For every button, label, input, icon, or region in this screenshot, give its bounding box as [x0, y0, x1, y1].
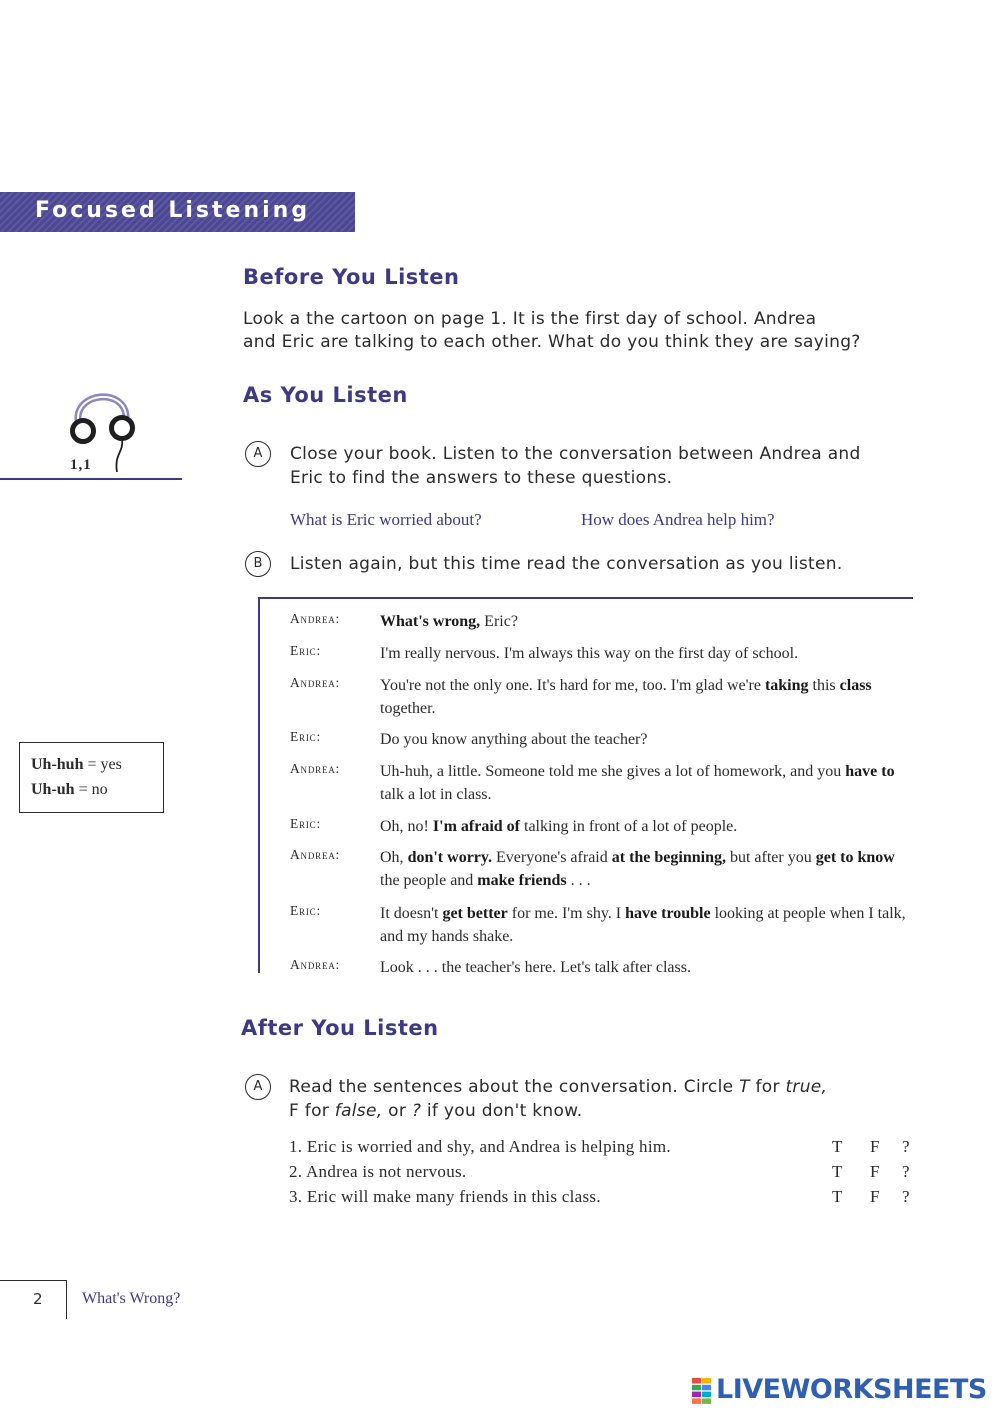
dialog-line: What's wrong, Eric? [380, 613, 518, 630]
after-exercise-a-instructions [289, 1075, 909, 1123]
after-exercise-a-marker: A [245, 1074, 271, 1100]
dialog-speaker: Andrea: [290, 675, 341, 690]
after-heading: After You Listen [241, 1016, 439, 1040]
chapter-title: What's Wrong? [82, 1290, 181, 1307]
tf-option-unknown[interactable]: ? [902, 1137, 910, 1156]
dialog-speaker: Andrea: [290, 847, 341, 862]
dialog-speaker: Andrea: [290, 611, 341, 626]
liveworksheets-wordmark: LIVEWORKSHEETS [716, 1374, 987, 1405]
after-line-1: Read the sentences about the conversation. Circle T for true, [289, 1077, 828, 1097]
dialog-line: It doesn't get better for me. I'm shy. I have trouble looking at people when I talk, and my hands shake. [380, 905, 906, 945]
tf-option-true[interactable]: T [832, 1162, 843, 1181]
as-heading: As You Listen [243, 383, 408, 407]
dialog-line: I'm really nervous. I'm always this way on the first day of school. [380, 645, 799, 662]
page-number: 2 [33, 1290, 43, 1308]
question-2: How does Andrea help him? [581, 510, 775, 529]
liveworksheets-icon [692, 1378, 712, 1404]
exercise-a-line-1: Close your book. Listen to the conversation between Andrea and [290, 444, 861, 464]
tf-option-false[interactable]: F [870, 1137, 880, 1156]
dialog-line: Do you know anything about the teacher? [380, 731, 648, 748]
dialog-speaker: Eric: [290, 903, 321, 918]
tf-option-false[interactable]: F [870, 1162, 880, 1181]
question-1: What is Eric worried about? [290, 510, 482, 529]
before-instructions [243, 308, 893, 354]
liveworksheets-logo [692, 1374, 992, 1408]
after-line-2: F for false, or ? if you don't know. [289, 1101, 583, 1121]
dialog-speaker: Andrea: [290, 761, 341, 776]
dialog-line: Uh-huh, a little. Someone told me she gives a lot of homework, and you have to talk a lot in class. [380, 763, 895, 803]
dialog-line: Look . . . the teacher's here. Let's talk after class. [380, 959, 691, 976]
track-number: 1,1 [70, 457, 92, 473]
before-line-1: Look a the cartoon on page 1. It is the first day of school. Andrea [243, 309, 817, 329]
dialog-speaker: Eric: [290, 643, 321, 658]
tf-statement: 2. Andrea is not nervous. [289, 1162, 467, 1181]
tf-option-unknown[interactable]: ? [902, 1162, 910, 1181]
dialog-speaker: Eric: [290, 729, 321, 744]
exercise-b-instructions: Listen again, but this time read the conversation as you listen. [290, 554, 843, 574]
exercise-b-marker: B [245, 551, 271, 577]
exercise-a-instructions [290, 442, 910, 490]
exercise-a-line-2: Eric to find the answers to these questions. [290, 468, 673, 488]
tf-option-unknown[interactable]: ? [902, 1187, 910, 1206]
dialog-line: Oh, no! I'm afraid of talking in front of a lot of people. [380, 818, 738, 835]
section-banner [0, 192, 355, 232]
dialog-speaker: Eric: [290, 816, 321, 831]
tf-statement: 1. Eric is worried and shy, and Andrea is helping him. [289, 1137, 671, 1156]
exercise-a-marker: A [245, 441, 271, 467]
before-line-2: and Eric are talking to each other. What do you think they are saying? [243, 332, 861, 352]
tf-statement: 3. Eric will make many friends in this class. [289, 1187, 601, 1206]
track-divider [0, 478, 182, 480]
tf-option-true[interactable]: T [832, 1137, 843, 1156]
dialog-frame-top [259, 597, 913, 599]
tf-option-true[interactable]: T [832, 1187, 843, 1206]
note-line-1: Uh-huh = yes [31, 756, 122, 773]
note-line-2: Uh-uh = no [31, 781, 108, 798]
dialog-speaker: Andrea: [290, 957, 341, 972]
before-heading: Before You Listen [243, 265, 460, 289]
vocab-note-box [19, 742, 164, 813]
dialog-line: Oh, don't worry. Everyone's afraid at the beginning, but after you get to know the people and make friends . . . [380, 849, 895, 889]
dialog-line: You're not the only one. It's hard for me, too. I'm glad we're taking this class together. [380, 677, 872, 717]
tf-option-false[interactable]: F [870, 1187, 880, 1206]
section-title: Focused Listening [35, 198, 311, 223]
dialog-frame-left [258, 597, 260, 973]
